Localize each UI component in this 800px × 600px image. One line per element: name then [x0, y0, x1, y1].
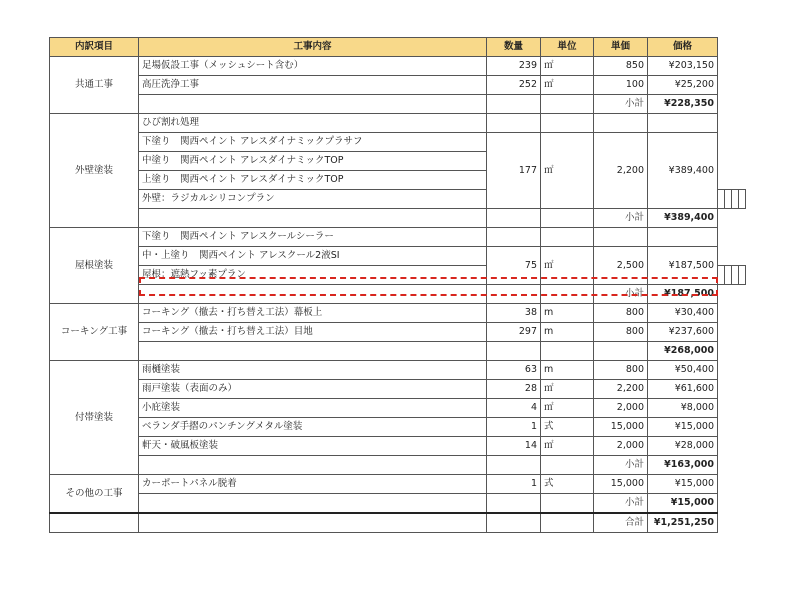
- quantity-cell: 63: [487, 361, 541, 380]
- grand-total-label: 合計: [594, 513, 648, 533]
- unit-cell: [541, 513, 594, 533]
- work-item-cell: カーポートパネル脱着: [139, 475, 487, 494]
- category-cell: 共通工事: [50, 57, 139, 114]
- subtotal-amount: ¥163,000: [648, 456, 718, 475]
- unit-cell: m: [541, 323, 594, 342]
- unit-price-cell: 2,200: [594, 380, 648, 399]
- amount-cell: ¥30,400: [648, 304, 718, 323]
- table-row: [50, 418, 746, 437]
- header-amount: 価格: [648, 38, 718, 57]
- quantity-cell: 1: [487, 418, 541, 437]
- unit-price-cell: [594, 228, 648, 247]
- amount-cell: ¥237,600: [648, 323, 718, 342]
- unit-price-cell: [732, 190, 739, 209]
- unit-cell: [541, 342, 594, 361]
- table-row: [50, 133, 746, 152]
- unit-cell: ㎡: [541, 437, 594, 456]
- subtotal-label: 小計: [594, 456, 648, 475]
- table-row: [50, 247, 746, 266]
- header-quantity: 数量: [487, 38, 541, 57]
- work-item-cell: 小庇塗装: [139, 399, 487, 418]
- work-item-cell: [139, 342, 487, 361]
- quantity-cell: 4: [487, 399, 541, 418]
- unit-price-cell: 800: [594, 304, 648, 323]
- amount-cell: ¥61,600: [648, 380, 718, 399]
- table-row: [50, 437, 746, 456]
- work-item-cell: [139, 95, 487, 114]
- work-item-cell: 外壁：ラジカルシリコンプラン: [139, 190, 487, 209]
- unit-cell: m: [541, 304, 594, 323]
- table-body: [50, 57, 746, 533]
- unit-cell: [541, 494, 594, 514]
- quantity-cell: 14: [487, 437, 541, 456]
- subtotal-row: [50, 95, 746, 114]
- quantity-cell: [487, 513, 541, 533]
- category-cell: [50, 513, 139, 533]
- category-cell: 外壁塗装: [50, 114, 139, 228]
- category-cell: 屋根塗装: [50, 228, 139, 304]
- unit-cell: [541, 285, 594, 304]
- work-item-cell: 下塗り 関西ペイント アレスクールシーラー: [139, 228, 487, 247]
- grand-total-amount: ¥1,251,250: [648, 513, 718, 533]
- work-item-cell: [139, 494, 487, 514]
- quantity-cell: [487, 456, 541, 475]
- table-row: [50, 304, 746, 323]
- unit-price-cell: 2,000: [594, 399, 648, 418]
- amount-cell: ¥389,400: [648, 133, 718, 209]
- quantity-cell: [718, 266, 725, 285]
- unit-cell: [541, 95, 594, 114]
- work-item-cell: [139, 513, 487, 533]
- quantity-cell: 28: [487, 380, 541, 399]
- subtotal-amount: ¥228,350: [648, 95, 718, 114]
- table-row: [50, 114, 746, 133]
- unit-price-cell: 2,200: [594, 133, 648, 209]
- unit-price-cell: 100: [594, 76, 648, 95]
- header-unit-price: 単価: [594, 38, 648, 57]
- table-row: [50, 380, 746, 399]
- quantity-cell: 239: [487, 57, 541, 76]
- category-cell: コーキング工事: [50, 304, 139, 361]
- subtotal-row: [50, 285, 746, 304]
- quantity-cell: 252: [487, 76, 541, 95]
- quantity-cell: 75: [487, 247, 541, 285]
- work-item-cell: [139, 209, 487, 228]
- work-item-cell: コーキング（撤去・打ち替え工法）目地: [139, 323, 487, 342]
- unit-cell: [725, 190, 732, 209]
- quantity-cell: [487, 114, 541, 133]
- unit-cell: [541, 456, 594, 475]
- estimate-table: [49, 37, 746, 533]
- work-item-cell: [139, 285, 487, 304]
- work-item-cell: 下塗り 関西ペイント アレスダイナミックプラサフ: [139, 133, 487, 152]
- quantity-cell: 1: [487, 475, 541, 494]
- table-row: [50, 399, 746, 418]
- amount-cell: [739, 190, 746, 209]
- unit-price-cell: [594, 114, 648, 133]
- amount-cell: ¥187,500: [648, 247, 718, 285]
- amount-cell: ¥28,000: [648, 437, 718, 456]
- unit-price-cell: 2,500: [594, 247, 648, 285]
- unit-cell: ㎡: [541, 247, 594, 285]
- subtotal-label: 小計: [594, 285, 648, 304]
- subtotal-amount: ¥389,400: [648, 209, 718, 228]
- subtotal-amount: ¥15,000: [648, 494, 718, 514]
- work-item-cell: 高圧洗浄工事: [139, 76, 487, 95]
- amount-cell: ¥203,150: [648, 57, 718, 76]
- quantity-cell: [487, 95, 541, 114]
- quantity-cell: [487, 285, 541, 304]
- unit-price-cell: 2,000: [594, 437, 648, 456]
- work-item-cell: 中・上塗り 関西ペイント アレスクール2液SI: [139, 247, 487, 266]
- category-cell: その他の工事: [50, 475, 139, 514]
- unit-cell: m: [541, 361, 594, 380]
- work-item-cell: 中塗り 関西ペイント アレスダイナミックTOP: [139, 152, 487, 171]
- work-item-cell: [139, 456, 487, 475]
- unit-cell: ㎡: [541, 76, 594, 95]
- quantity-cell: [487, 209, 541, 228]
- quantity-cell: [487, 342, 541, 361]
- work-item-cell: コーキング（撤去・打ち替え工法）幕板上: [139, 304, 487, 323]
- table-row: [50, 475, 746, 494]
- subtotal-label: 小計: [594, 494, 648, 514]
- work-item-cell: ベランダ手摺のパンチングメタル塗装: [139, 418, 487, 437]
- amount-cell: ¥15,000: [648, 475, 718, 494]
- unit-cell: [541, 228, 594, 247]
- subtotal-label: [594, 342, 648, 361]
- category-cell: 付帯塗装: [50, 361, 139, 475]
- subtotal-label: 小計: [594, 209, 648, 228]
- table-row: [50, 76, 746, 95]
- work-item-cell: 屋根：遮熱フッ素プラン: [139, 266, 487, 285]
- work-item-cell: 軒天・破風板塗装: [139, 437, 487, 456]
- header-unit: 単位: [541, 38, 594, 57]
- subtotal-row: [50, 456, 746, 475]
- unit-cell: ㎡: [541, 57, 594, 76]
- table-row: [50, 361, 746, 380]
- subtotal-row: [50, 494, 746, 514]
- unit-cell: 式: [541, 475, 594, 494]
- unit-price-cell: 800: [594, 361, 648, 380]
- subtotal-amount: ¥187,500: [648, 285, 718, 304]
- unit-cell: [541, 114, 594, 133]
- unit-cell: [725, 266, 732, 285]
- unit-price-cell: 850: [594, 57, 648, 76]
- amount-cell: ¥25,200: [648, 76, 718, 95]
- work-item-cell: ひび割れ処理: [139, 114, 487, 133]
- table-row: [50, 57, 746, 76]
- unit-price-cell: 15,000: [594, 475, 648, 494]
- subtotal-label: 小計: [594, 95, 648, 114]
- subtotal-amount: ¥268,000: [648, 342, 718, 361]
- amount-cell: [648, 228, 718, 247]
- unit-price-cell: 15,000: [594, 418, 648, 437]
- quantity-cell: [718, 190, 725, 209]
- subtotal-row: [50, 342, 746, 361]
- header-work: 工事内容: [139, 38, 487, 57]
- unit-cell: ㎡: [541, 133, 594, 209]
- quantity-cell: 177: [487, 133, 541, 209]
- amount-cell: ¥8,000: [648, 399, 718, 418]
- unit-cell: [541, 209, 594, 228]
- header-category: 内訳項目: [50, 38, 139, 57]
- work-item-cell: 雨樋塗装: [139, 361, 487, 380]
- table-row: [50, 323, 746, 342]
- table-row: [50, 228, 746, 247]
- quantity-cell: [487, 494, 541, 514]
- quantity-cell: [487, 228, 541, 247]
- unit-price-cell: 800: [594, 323, 648, 342]
- unit-cell: 式: [541, 418, 594, 437]
- grand-total-row: [50, 513, 746, 533]
- unit-cell: ㎡: [541, 399, 594, 418]
- amount-cell: [648, 114, 718, 133]
- amount-cell: ¥15,000: [648, 418, 718, 437]
- work-item-cell: 上塗り 関西ペイント アレスダイナミックTOP: [139, 171, 487, 190]
- work-item-cell: 雨戸塗装（表面のみ）: [139, 380, 487, 399]
- work-item-cell: 足場仮設工事（メッシュシート含む）: [139, 57, 487, 76]
- quantity-cell: 297: [487, 323, 541, 342]
- subtotal-row: [50, 209, 746, 228]
- unit-cell: ㎡: [541, 380, 594, 399]
- quantity-cell: 38: [487, 304, 541, 323]
- unit-price-cell: [732, 266, 739, 285]
- amount-cell: [739, 266, 746, 285]
- amount-cell: ¥50,400: [648, 361, 718, 380]
- table-header: [50, 38, 746, 57]
